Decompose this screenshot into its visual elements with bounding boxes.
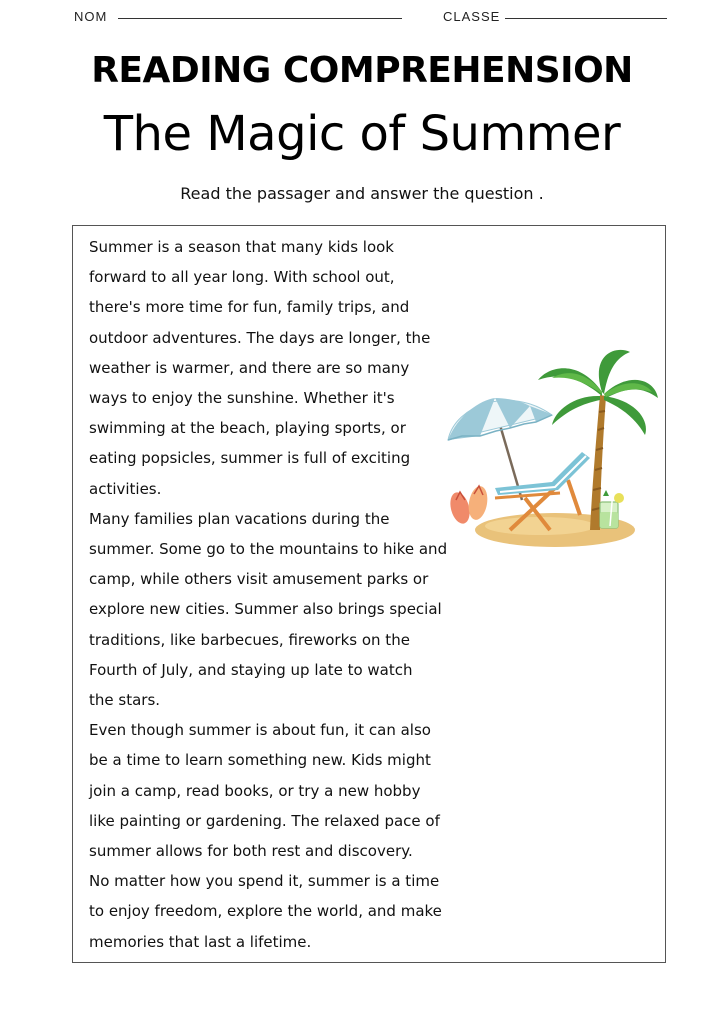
passage-line: there's more time for fun, family trips, and bbox=[89, 298, 410, 317]
passage-line: outdoor adventures. The days are longer, the bbox=[89, 328, 431, 347]
class-label: CLASSE bbox=[443, 9, 501, 24]
story-title: The Magic of Summer bbox=[103, 106, 621, 162]
passage-text bbox=[89, 232, 449, 957]
passage-line: activities. bbox=[89, 479, 162, 498]
passage-line: summer. Some go to the mountains to hike and bbox=[89, 540, 448, 559]
umbrella-icon bbox=[448, 398, 552, 440]
passage-line: eating popsicles, summer is full of exciting bbox=[89, 449, 411, 468]
passage-line: swimming at the beach, playing sports, or bbox=[89, 419, 406, 438]
passage-line: Many families plan vacations during the bbox=[89, 509, 390, 528]
passage-line: No matter how you spend it, summer is a time bbox=[89, 872, 440, 891]
passage-line: explore new cities. Summer also brings special bbox=[89, 600, 442, 619]
passage-line: Fourth of July, and staying up late to watch bbox=[89, 660, 413, 679]
passage-line: forward to all year long. With school out, bbox=[89, 268, 395, 287]
passage-line: summer allows for both rest and discovery. bbox=[89, 842, 413, 861]
name-label: NOM bbox=[74, 9, 108, 24]
passage-line: join a camp, read books, or try a new hobby bbox=[89, 781, 421, 800]
passage-line: memories that last a lifetime. bbox=[89, 932, 312, 951]
passage-line: to enjoy freedom, explore the world, and make bbox=[89, 902, 442, 921]
passage-line: the stars. bbox=[89, 691, 161, 710]
passage-line: Summer is a season that many kids look bbox=[89, 238, 394, 256]
passage-line: weather is warmer, and there are so many bbox=[89, 358, 410, 377]
passage-line: ways to enjoy the sunshine. Whether it's bbox=[89, 389, 395, 408]
passage-line: camp, while others visit amusement parks or bbox=[89, 570, 429, 589]
passage-line: be a time to learn something new. Kids might bbox=[89, 751, 431, 770]
flipflops-icon bbox=[447, 485, 490, 526]
passage-line: like painting or gardening. The relaxed pace of bbox=[89, 811, 440, 830]
instruction-text: Read the passager and answer the question . bbox=[180, 184, 544, 203]
worksheet-title: READING COMPREHENSION bbox=[91, 50, 633, 91]
passage-line: traditions, like barbecues, fireworks on the bbox=[89, 630, 410, 649]
passage-line: Even though summer is about fun, it can also bbox=[89, 721, 431, 740]
class-line bbox=[505, 18, 667, 19]
beach-scene-icon bbox=[440, 340, 660, 550]
name-line bbox=[118, 18, 402, 19]
